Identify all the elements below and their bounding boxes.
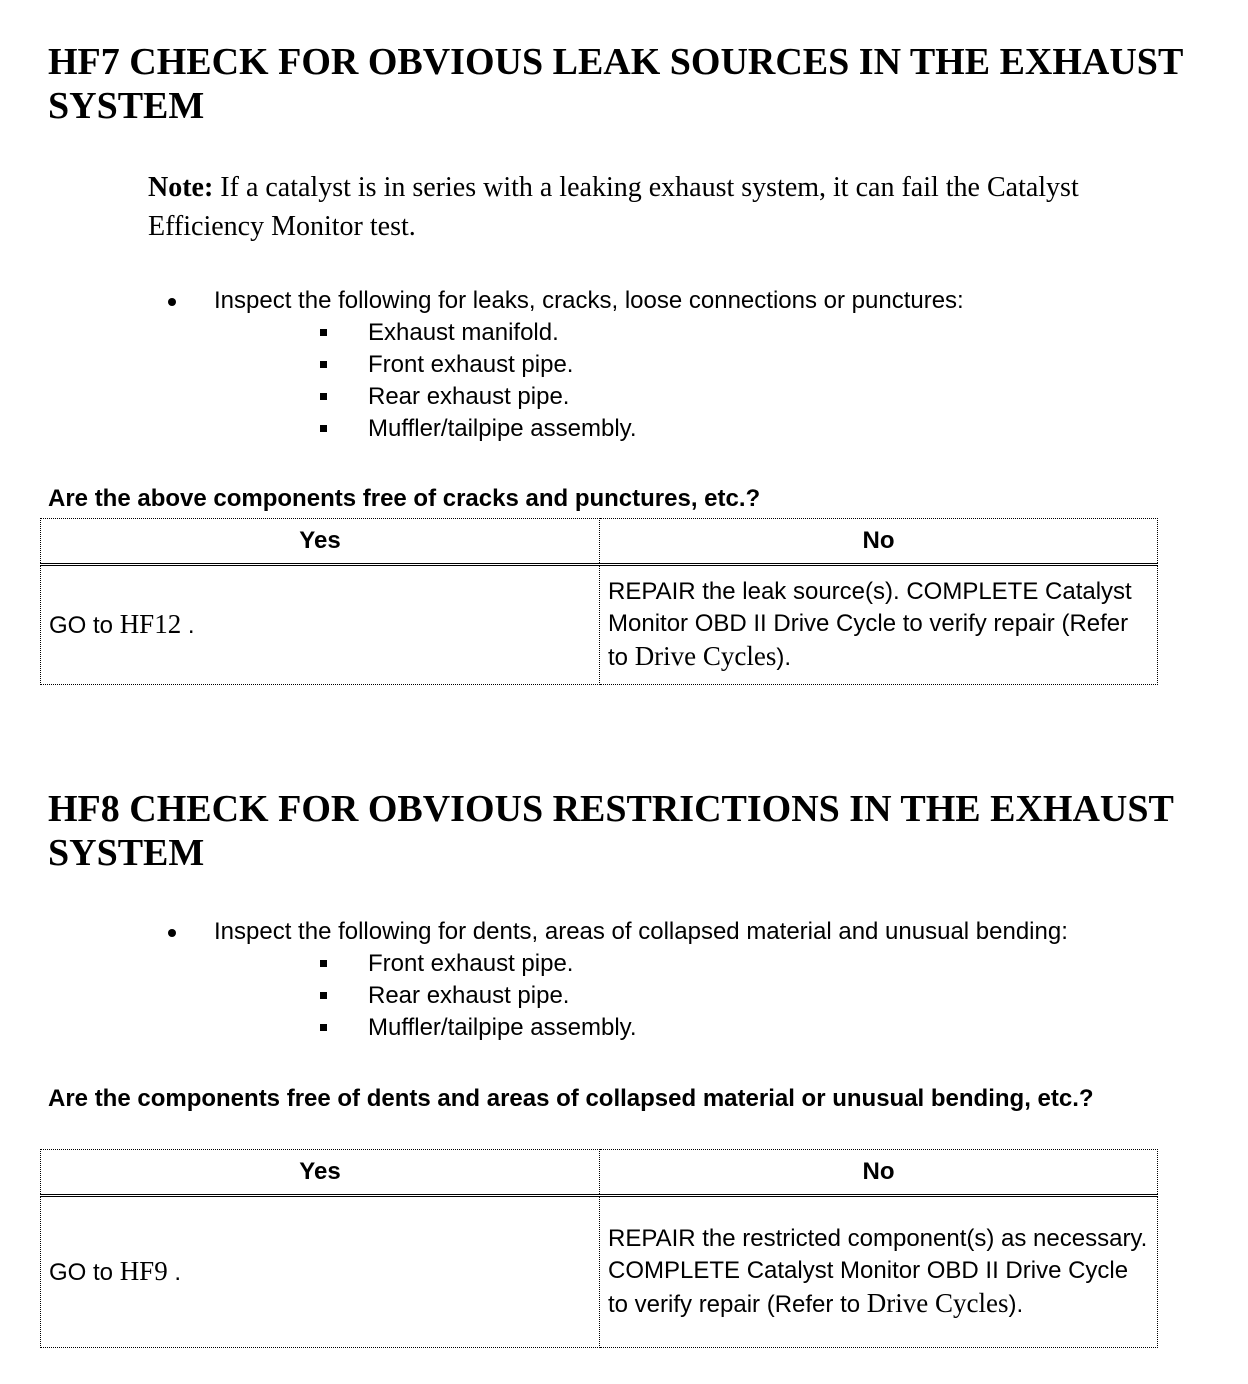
yes-cell: GO to HF12 . (41, 565, 600, 685)
hf8-inspection-list (160, 916, 1068, 1044)
hf8-heading: HF8 CHECK FOR OBVIOUS RESTRICTIONS IN THE EXHAUST SYSTEM (48, 788, 1174, 874)
list-item: Muffler/tailpipe assembly. (214, 1012, 1068, 1044)
hf9-link[interactable]: HF9 (119, 1256, 168, 1286)
hf8-bullet-text: Inspect the following for dents, areas of collapsed material and unusual bending: (214, 918, 1068, 945)
no-cell: REPAIR the restricted component(s) as necessary. COMPLETE Catalyst Monitor OBD II Drive Cycle to verify repair (Refer to Drive Cycles). (600, 1196, 1158, 1348)
hf7-inspection-list (160, 285, 964, 445)
bullet-dot-icon (168, 929, 176, 937)
hf8-sublist (214, 948, 1068, 1044)
hf7-heading: HF7 CHECK FOR OBVIOUS LEAK SOURCES IN THE EXHAUST SYSTEM (48, 41, 1183, 127)
hf8-result-table (40, 1149, 1158, 1348)
square-bullet-icon (320, 992, 327, 999)
yes-cell: GO to HF9 . (41, 1196, 600, 1348)
square-bullet-icon (320, 425, 327, 432)
drive-cycles-link[interactable]: Drive Cycles (634, 641, 777, 671)
list-item: Rear exhaust pipe. (214, 381, 964, 413)
note-text: If a catalyst is in series with a leaking exhaust system, it can fail the Catalyst Efficiency Monitor test. (148, 172, 1079, 242)
drive-cycles-link[interactable]: Drive Cycles (866, 1288, 1009, 1318)
hf7-note (148, 168, 1158, 246)
no-cell: REPAIR the leak source(s). COMPLETE Catalyst Monitor OBD II Drive Cycle to verify repair (Refer to Drive Cycles). (600, 565, 1158, 685)
yes-header: Yes (41, 519, 600, 565)
yes-header: Yes (41, 1150, 600, 1196)
square-bullet-icon (320, 1024, 327, 1031)
list-item: Exhaust manifold. (214, 317, 964, 349)
hf12-link[interactable]: HF12 (119, 609, 182, 639)
hf7-result-table (40, 518, 1158, 685)
hf8-question: Are the components free of dents and areas of collapsed material or unusual bending, etc.? (48, 1085, 1094, 1112)
square-bullet-icon (320, 361, 327, 368)
bullet-dot-icon (168, 298, 176, 306)
list-item: Rear exhaust pipe. (214, 980, 1068, 1012)
square-bullet-icon (320, 960, 327, 967)
hf7-bullet-text: Inspect the following for leaks, cracks, loose connections or punctures: (214, 287, 964, 314)
list-item: Front exhaust pipe. (214, 948, 1068, 980)
list-item: Front exhaust pipe. (214, 349, 964, 381)
hf7-bullet (160, 285, 964, 445)
no-header: No (600, 519, 1158, 565)
square-bullet-icon (320, 393, 327, 400)
note-label: Note: (148, 172, 214, 203)
list-item: Muffler/tailpipe assembly. (214, 413, 964, 445)
hf7-question: Are the above components free of cracks and punctures, etc.? (48, 485, 761, 512)
hf7-sublist (214, 317, 964, 445)
no-header: No (600, 1150, 1158, 1196)
square-bullet-icon (320, 329, 327, 336)
hf8-bullet (160, 916, 1068, 1044)
